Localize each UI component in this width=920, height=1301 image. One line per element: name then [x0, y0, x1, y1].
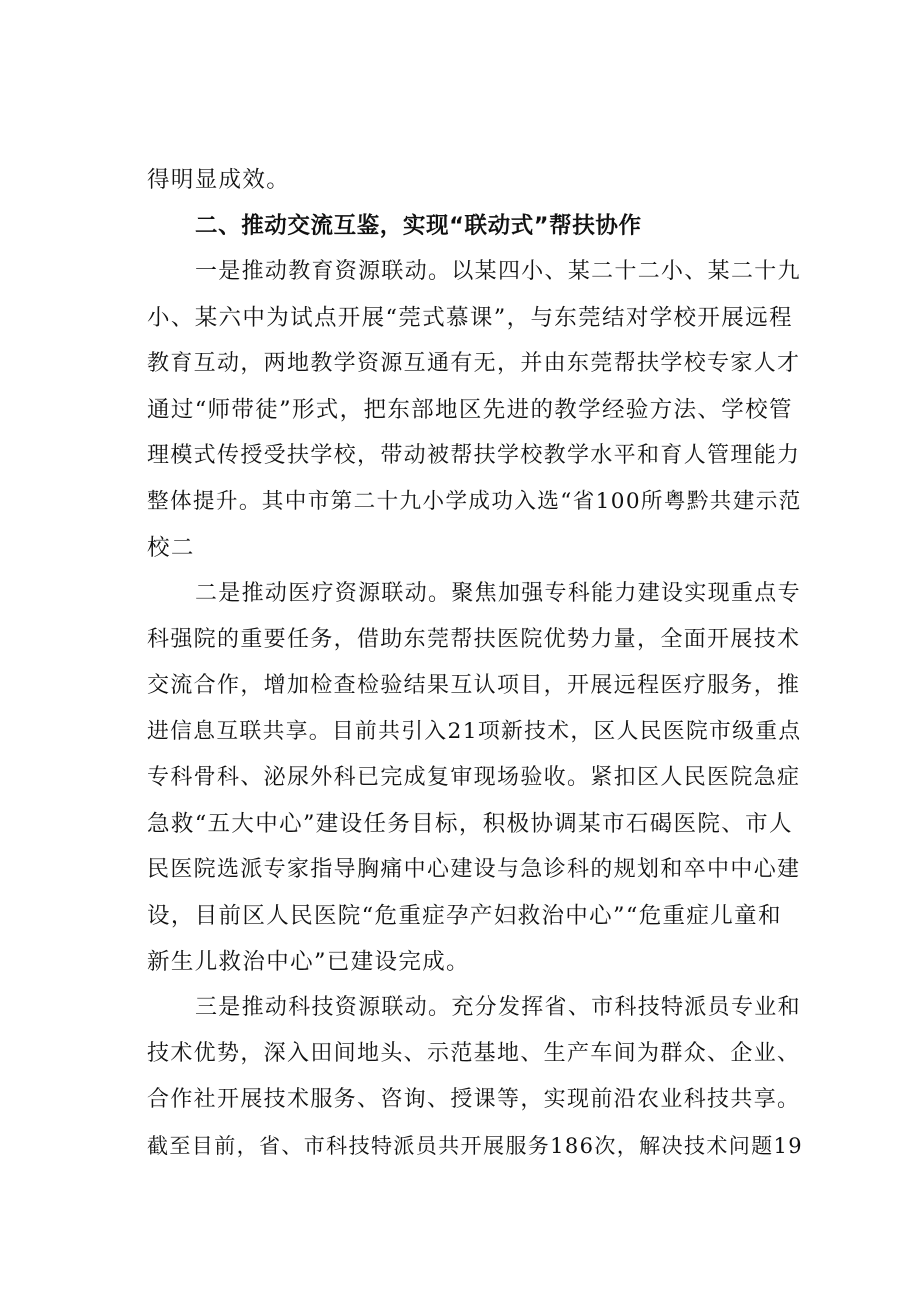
paragraph-technology-line: 三是推动科技资源联动。充分发挥省、市科技特派员专业和 — [195, 995, 801, 1020]
paragraph-medical-line: 民医院选派专家指导胸痛中心建设与急诊科的规划和卒中中心建 — [147, 857, 801, 882]
paragraph-medical-line: 二是推动医疗资源联动。聚焦加强专科能力建设实现重点专 — [195, 581, 801, 606]
paragraph-education-line: 小、某六中为试点开展“莞式慕课”，与东莞结对学校开展远程 — [147, 305, 793, 331]
paragraph-medical-line: 专科骨科、泌尿外科已完成复审现场验收。紧扣区人民医院急症 — [147, 765, 801, 790]
paragraph-medical-line: 科强院的重要任务，借助东莞帮扶医院优势力量，全面开展技术 — [147, 627, 801, 652]
paragraph-education-line: 教育互动，两地教学资源互通有无，并由东莞帮扶学校专家人才 — [147, 351, 801, 376]
paragraph-medical-line: 急救“五大中心”建设任务目标，积极协调某市石碣医院、市人 — [147, 811, 793, 837]
text-line-continuation: 得明显成效。 — [147, 167, 291, 193]
paragraph-medical-line: 新生儿救治中心”已建设完成。 — [147, 949, 470, 975]
section-heading: 二、推动交流互鉴，实现“联动式”帮扶协作 — [195, 213, 642, 239]
paragraph-medical-line: 交流合作，增加检查检验结果互认项目，开展远程医疗服务，推 — [147, 673, 801, 698]
paragraph-technology-line: 截至目前，省、市科技特派员共开展服务186次，解决技术问题19 — [147, 1133, 804, 1158]
paragraph-education-line: 整体提升。其中市第二十九小学成功入选“省100所粤黔共建示范 — [147, 489, 802, 514]
paragraph-technology-line: 合作社开展技术服务、咨询、授课等，实现前沿农业科技共享。 — [147, 1087, 801, 1112]
paragraph-education-line: 理模式传授受扶学校，带动被帮扶学校教学水平和育人管理能力 — [147, 443, 801, 468]
paragraph-education-line: 一是推动教育资源联动。以某四小、某二十二小、某二十九 — [195, 259, 801, 284]
paragraph-education-line: 校二 — [147, 535, 195, 561]
paragraph-medical-line: 设，目前区人民医院“危重症孕产妇救治中心”“危重症儿童和 — [147, 903, 782, 929]
paragraph-technology-line: 技术优势，深入田间地头、示范基地、生产车间为群众、企业、 — [147, 1041, 801, 1066]
paragraph-education-line: 通过“师带徒”形式，把东部地区先进的教学经验方法、学校管 — [147, 397, 793, 423]
paragraph-medical-line: 进信息互联共享。目前共引入21项新技术，区人民医院市级重点 — [147, 719, 802, 744]
